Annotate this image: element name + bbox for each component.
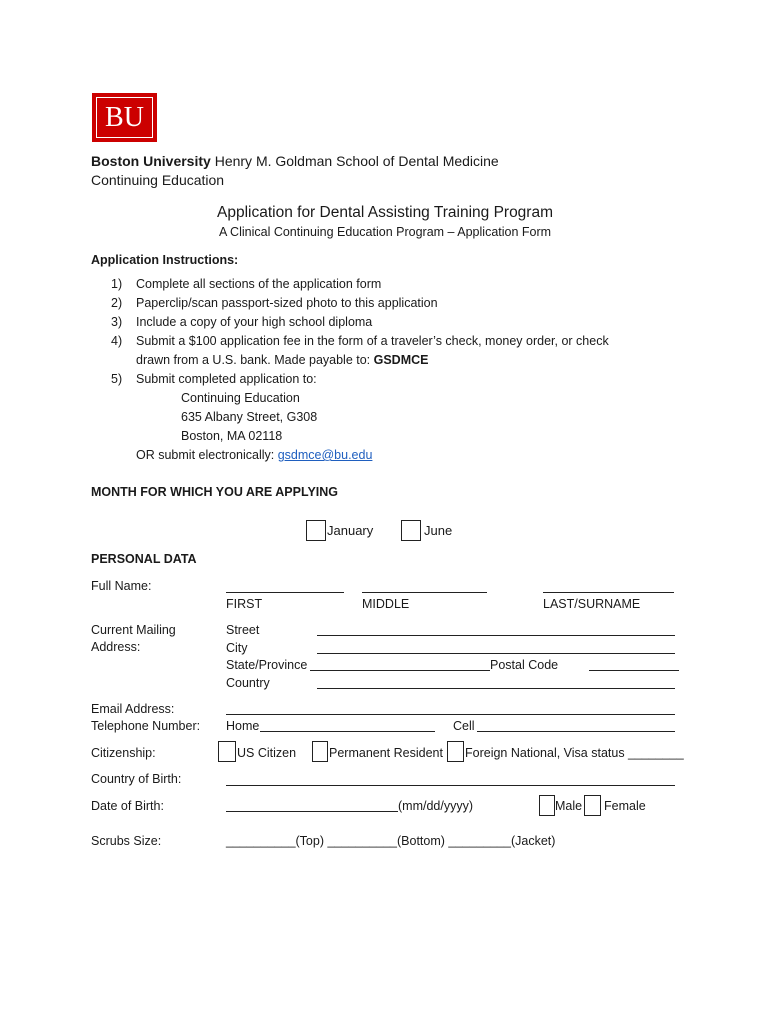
state-label: State/Province (226, 658, 308, 672)
last-label: LAST/SURNAME (543, 597, 641, 611)
payable-text: drawn from a U.S. bank. Made payable to: (136, 353, 374, 367)
instruction-num: 3) (111, 315, 123, 329)
birth-country-label: Country of Birth: (91, 772, 182, 786)
middle-label: MIDDLE (362, 597, 410, 611)
department-name: Continuing Education (91, 172, 225, 188)
bu-logo-text: BU (96, 97, 153, 138)
permanent-resident-checkbox[interactable] (312, 741, 328, 762)
address-line: Continuing Education (181, 391, 300, 405)
instruction-num: 1) (111, 277, 123, 291)
birth-country-field[interactable] (226, 785, 675, 786)
postal-label: Postal Code (490, 658, 559, 672)
mailing-label: Current Mailing (91, 623, 176, 637)
cell-phone-field[interactable] (477, 731, 675, 732)
payee-name: GSDMCE (373, 353, 429, 367)
dob-label: Date of Birth: (91, 799, 164, 813)
street-label: Street (226, 623, 260, 637)
full-name-label: Full Name: (91, 579, 152, 593)
instruction-text: Include a copy of your high school diploma (136, 315, 373, 329)
page-subtitle: A Clinical Continuing Education Program – Application Form (218, 225, 552, 239)
instruction-text: Paperclip/scan passport-sized photo to this application (136, 296, 438, 310)
dob-format: (mm/dd/yyyy) (398, 799, 473, 813)
cell-label: Cell (453, 719, 475, 733)
citizenship-label: Citizenship: (91, 746, 156, 760)
electronic-submit (136, 447, 372, 463)
instruction-text: Submit a $100 application fee in the form of a traveler’s check, money order, or check (136, 334, 609, 348)
email-field[interactable] (226, 714, 675, 715)
first-label: FIRST (226, 597, 263, 611)
instruction-text: Submit completed application to: (136, 372, 317, 386)
us-citizen-label: US Citizen (237, 746, 297, 760)
male-label: Male (555, 799, 583, 813)
address-label: Address: (91, 640, 141, 654)
female-label: Female (604, 799, 646, 813)
state-field[interactable] (310, 670, 490, 671)
street-field[interactable] (317, 635, 675, 636)
month-heading: MONTH FOR WHICH YOU ARE APPLYING (91, 485, 339, 499)
city-label: City (226, 641, 248, 655)
university-name: Boston University (91, 153, 211, 169)
country-label: Country (226, 676, 270, 690)
address-line: Boston, MA 02118 (181, 429, 283, 443)
female-checkbox[interactable] (584, 795, 601, 816)
january-label: January (327, 523, 374, 538)
june-label: June (424, 523, 453, 538)
instruction-text-continued (136, 352, 429, 368)
us-citizen-checkbox[interactable] (218, 741, 236, 762)
scrubs-label: Scrubs Size: (91, 834, 162, 848)
instruction-num: 2) (111, 296, 123, 310)
middle-name-field[interactable] (362, 592, 487, 593)
foreign-national-checkbox[interactable] (447, 741, 464, 762)
permanent-resident-label: Permanent Resident (329, 746, 443, 760)
january-checkbox[interactable] (306, 520, 326, 541)
instruction-text: Complete all sections of the application form (136, 277, 382, 291)
school-name (91, 152, 499, 170)
home-label: Home (226, 719, 260, 733)
instruction-num: 5) (111, 372, 123, 386)
email-link[interactable]: gsdmce@bu.edu (277, 448, 373, 462)
instruction-num: 4) (111, 334, 123, 348)
instructions-heading: Application Instructions: (91, 253, 239, 267)
personal-heading: PERSONAL DATA (91, 552, 197, 566)
email-label: Email Address: (91, 702, 175, 716)
postal-field[interactable] (589, 670, 679, 671)
page-title: Application for Dental Assisting Training Program (217, 204, 553, 221)
home-phone-field[interactable] (260, 731, 435, 732)
bu-logo (92, 93, 157, 142)
city-field[interactable] (317, 653, 675, 654)
male-checkbox[interactable] (539, 795, 555, 816)
country-field[interactable] (317, 688, 675, 689)
phone-label: Telephone Number: (91, 719, 201, 733)
electronic-prefix: OR submit electronically: (136, 448, 278, 462)
first-name-field[interactable] (226, 592, 344, 593)
school-title: Henry M. Goldman School of Dental Medicine (214, 153, 499, 169)
dob-field[interactable] (226, 811, 398, 812)
foreign-national-label: Foreign National, Visa status ________ (465, 746, 684, 760)
address-line: 635 Albany Street, G308 (181, 410, 318, 424)
june-checkbox[interactable] (401, 520, 421, 541)
scrubs-size-fields[interactable]: __________(Top) __________(Bottom) _________(Jacket) (226, 834, 556, 848)
last-name-field[interactable] (543, 592, 674, 593)
